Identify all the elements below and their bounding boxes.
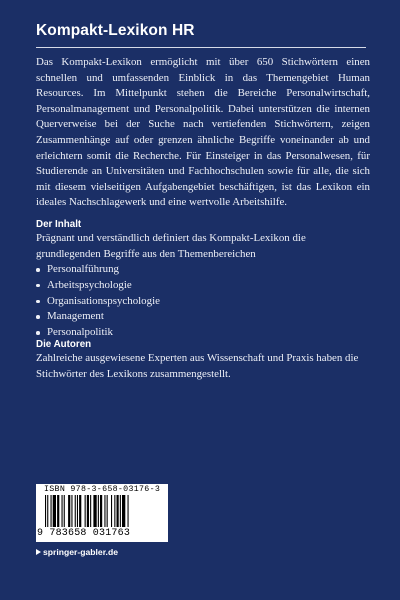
barcode-bar bbox=[128, 495, 129, 527]
barcode-bar bbox=[53, 495, 56, 527]
barcode-bar bbox=[111, 495, 112, 527]
intro-paragraph: Das Kompakt-Lexikon ermöglicht mit über 650 Stichwörtern einen schnellen und umfassenden Einblick in das Themengebiet Human Resources. Im Mittelpunkt stehen die Bereiche Personalwirtschaft, Personalmanagement und Personalpolitik. Dabei unterstützen die internen Querverweise bei der Suche nach vertiefenden Stichwörtern, zeigen Zusammenhänge auf oder grenzen ähnliche Begriffe voneinander ab und erleichtern somit die Recherche. Für Einsteiger in das Personalwesen, für Studierende an Universitäten und Fachhochschulen sowie für alle, die sich mit diesem vielseitigen Aufgabengebiet beschäftigen, ist das Lexikon ein ideales Nachschlagewerk und eine wertvolle Arbeitshilfe. bbox=[36, 56, 370, 209]
inhalt-heading: Der Inhalt bbox=[36, 219, 82, 230]
barcode-bar bbox=[47, 495, 48, 527]
barcode-bar bbox=[100, 495, 102, 527]
barcode-bar bbox=[114, 495, 115, 527]
list-item: Arbeitspsychologie bbox=[36, 278, 160, 294]
barcode-bar bbox=[71, 495, 72, 527]
barcode-bar bbox=[117, 495, 119, 527]
barcode-bar bbox=[98, 495, 99, 527]
topic-list bbox=[36, 262, 160, 341]
barcode-bar bbox=[77, 495, 78, 527]
publisher-website bbox=[36, 547, 118, 557]
list-item: Personalpolitik bbox=[36, 325, 160, 341]
barcode-bar bbox=[104, 495, 105, 527]
barcode-bar bbox=[122, 495, 125, 527]
barcode-bar bbox=[57, 495, 59, 527]
barcode-bar bbox=[51, 495, 52, 527]
book-title: Kompakt-Lexikon HR bbox=[36, 22, 195, 39]
barcode-bar bbox=[64, 495, 65, 527]
barcode-bar bbox=[90, 495, 91, 527]
title-divider bbox=[36, 47, 366, 48]
autoren-heading: Die Autoren bbox=[36, 339, 92, 350]
barcode-bar bbox=[85, 495, 86, 527]
barcode-bar bbox=[45, 495, 46, 527]
barcode-bar bbox=[87, 495, 89, 527]
isbn-barcode bbox=[36, 484, 168, 542]
barcode-bar bbox=[75, 495, 76, 527]
barcode-bar bbox=[62, 495, 63, 527]
barcode-bar bbox=[93, 495, 96, 527]
list-item: Organisationspsychologie bbox=[36, 294, 160, 310]
inhalt-text: Prägnant und verständlich definiert das Kompakt-Lexikon die grundlegenden Begriffe aus den Themenbereichen bbox=[36, 232, 306, 260]
barcode-bar bbox=[120, 495, 121, 527]
arrow-icon bbox=[36, 549, 41, 555]
barcode-bar bbox=[68, 495, 70, 527]
list-item: Management bbox=[36, 309, 160, 325]
isbn-label: ISBN 978-3-658-03176-3 bbox=[44, 485, 161, 494]
list-item: Personalführung bbox=[36, 262, 160, 278]
autoren-text: Zahlreiche ausgewiesene Experten aus Wissenschaft und Praxis haben die Stichwörter des Lexikons zusammengestellt. bbox=[36, 352, 359, 380]
barcode-bar bbox=[79, 495, 81, 527]
barcode-bar bbox=[107, 495, 108, 527]
website-link: springer-gabler.de bbox=[43, 547, 118, 557]
barcode-bars bbox=[45, 495, 161, 527]
barcode-digits: 9 783658 031763 bbox=[37, 528, 131, 539]
